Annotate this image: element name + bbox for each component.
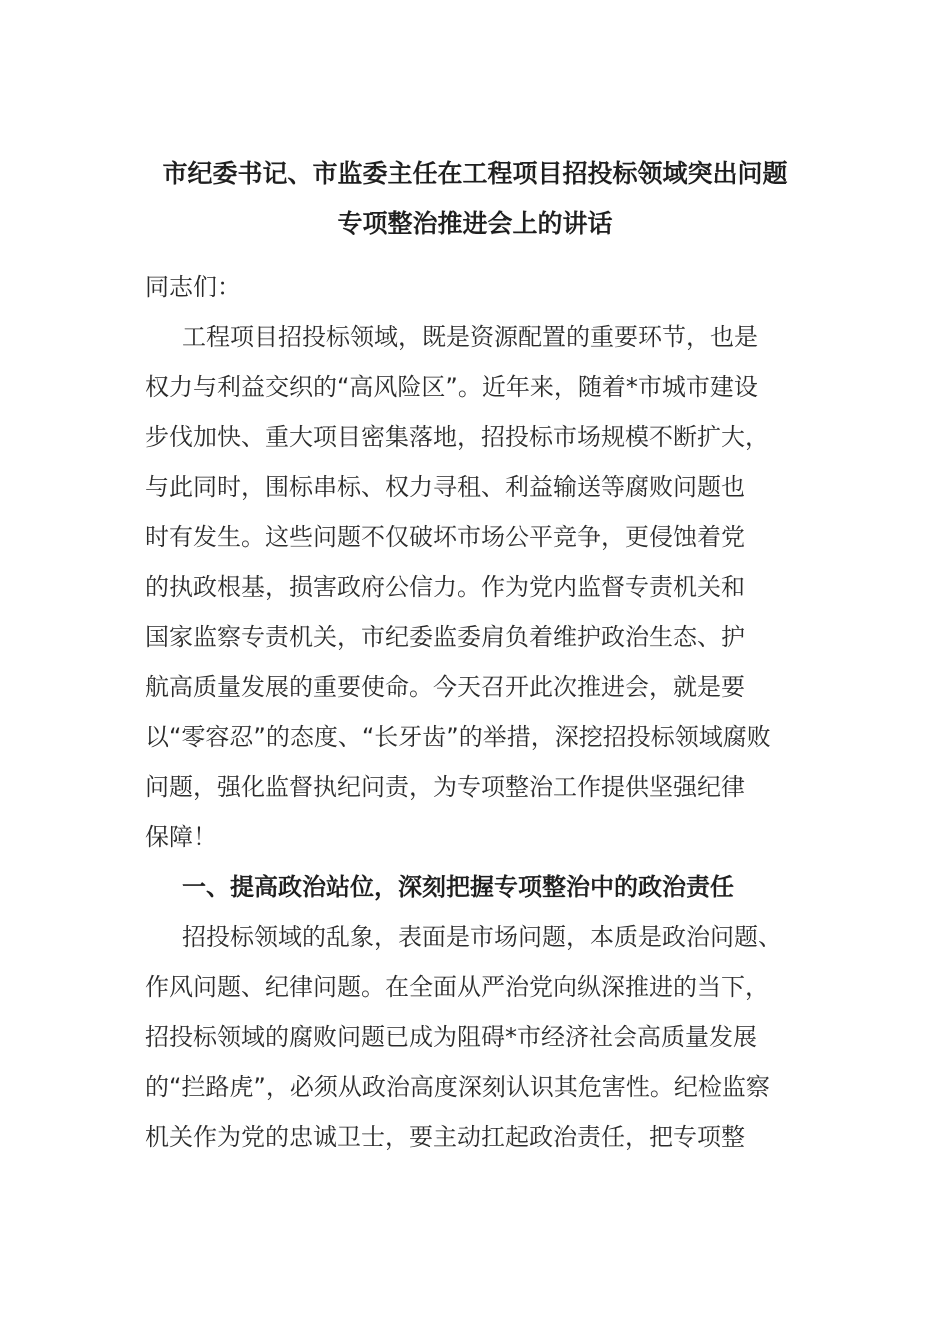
paragraph-line: 的执政根基，损害政府公信力。作为党内监督专责机关和 xyxy=(145,573,745,601)
paragraph-line: 作风问题、纪律问题。在全面从严治党向纵深推进的当下， xyxy=(145,973,769,1001)
paragraph-line: 保障！ xyxy=(145,823,217,851)
paragraph-line: 工程项目招投标领域，既是资源配置的重要环节，也是 xyxy=(182,323,758,351)
paragraph-line: 时有发生。这些问题不仅破坏市场公平竞争，更侵蚀着党 xyxy=(145,523,745,551)
paragraph-line: 国家监察专责机关，市纪委监委肩负着维护政治生态、护 xyxy=(145,623,745,651)
salutation: 同志们： xyxy=(145,273,241,301)
paragraph-line: 航高质量发展的重要使命。今天召开此次推进会，就是要 xyxy=(145,673,745,701)
paragraph-line: 机关作为党的忠诚卫士，要主动扛起政治责任，把专项整 xyxy=(145,1123,745,1151)
section-heading: 一、提高政治站位，深刻把握专项整治中的政治责任 xyxy=(182,873,734,901)
paragraph-line: 步伐加快、重大项目密集落地，招投标市场规模不断扩大， xyxy=(145,423,769,451)
paragraph-line: 权力与利益交织的“高风险区”。近年来，随着*市城市建设 xyxy=(145,373,758,401)
paragraph-line: 与此同时，围标串标、权力寻租、利益输送等腐败问题也 xyxy=(145,473,745,501)
paragraph-line: 问题，强化监督执纪问责，为专项整治工作提供坚强纪律 xyxy=(145,773,745,801)
paragraph-line: 以“零容忍”的态度、“长牙齿”的举措，深挖招投标领域腐败 xyxy=(145,723,771,751)
document-title-line-2: 专项整治推进会上的讲话 xyxy=(337,209,613,238)
paragraph-line: 的“拦路虎”，必须从政治高度深刻认识其危害性。纪检监察 xyxy=(145,1073,770,1101)
paragraph-line: 招投标领域的乱象，表面是市场问题，本质是政治问题、 xyxy=(182,923,782,951)
document-title-line-1: 市纪委书记、市监委主任在工程项目招投标领域突出问题 xyxy=(162,159,788,188)
paragraph-line: 招投标领域的腐败问题已成为阻碍*市经济社会高质量发展 xyxy=(145,1023,757,1051)
